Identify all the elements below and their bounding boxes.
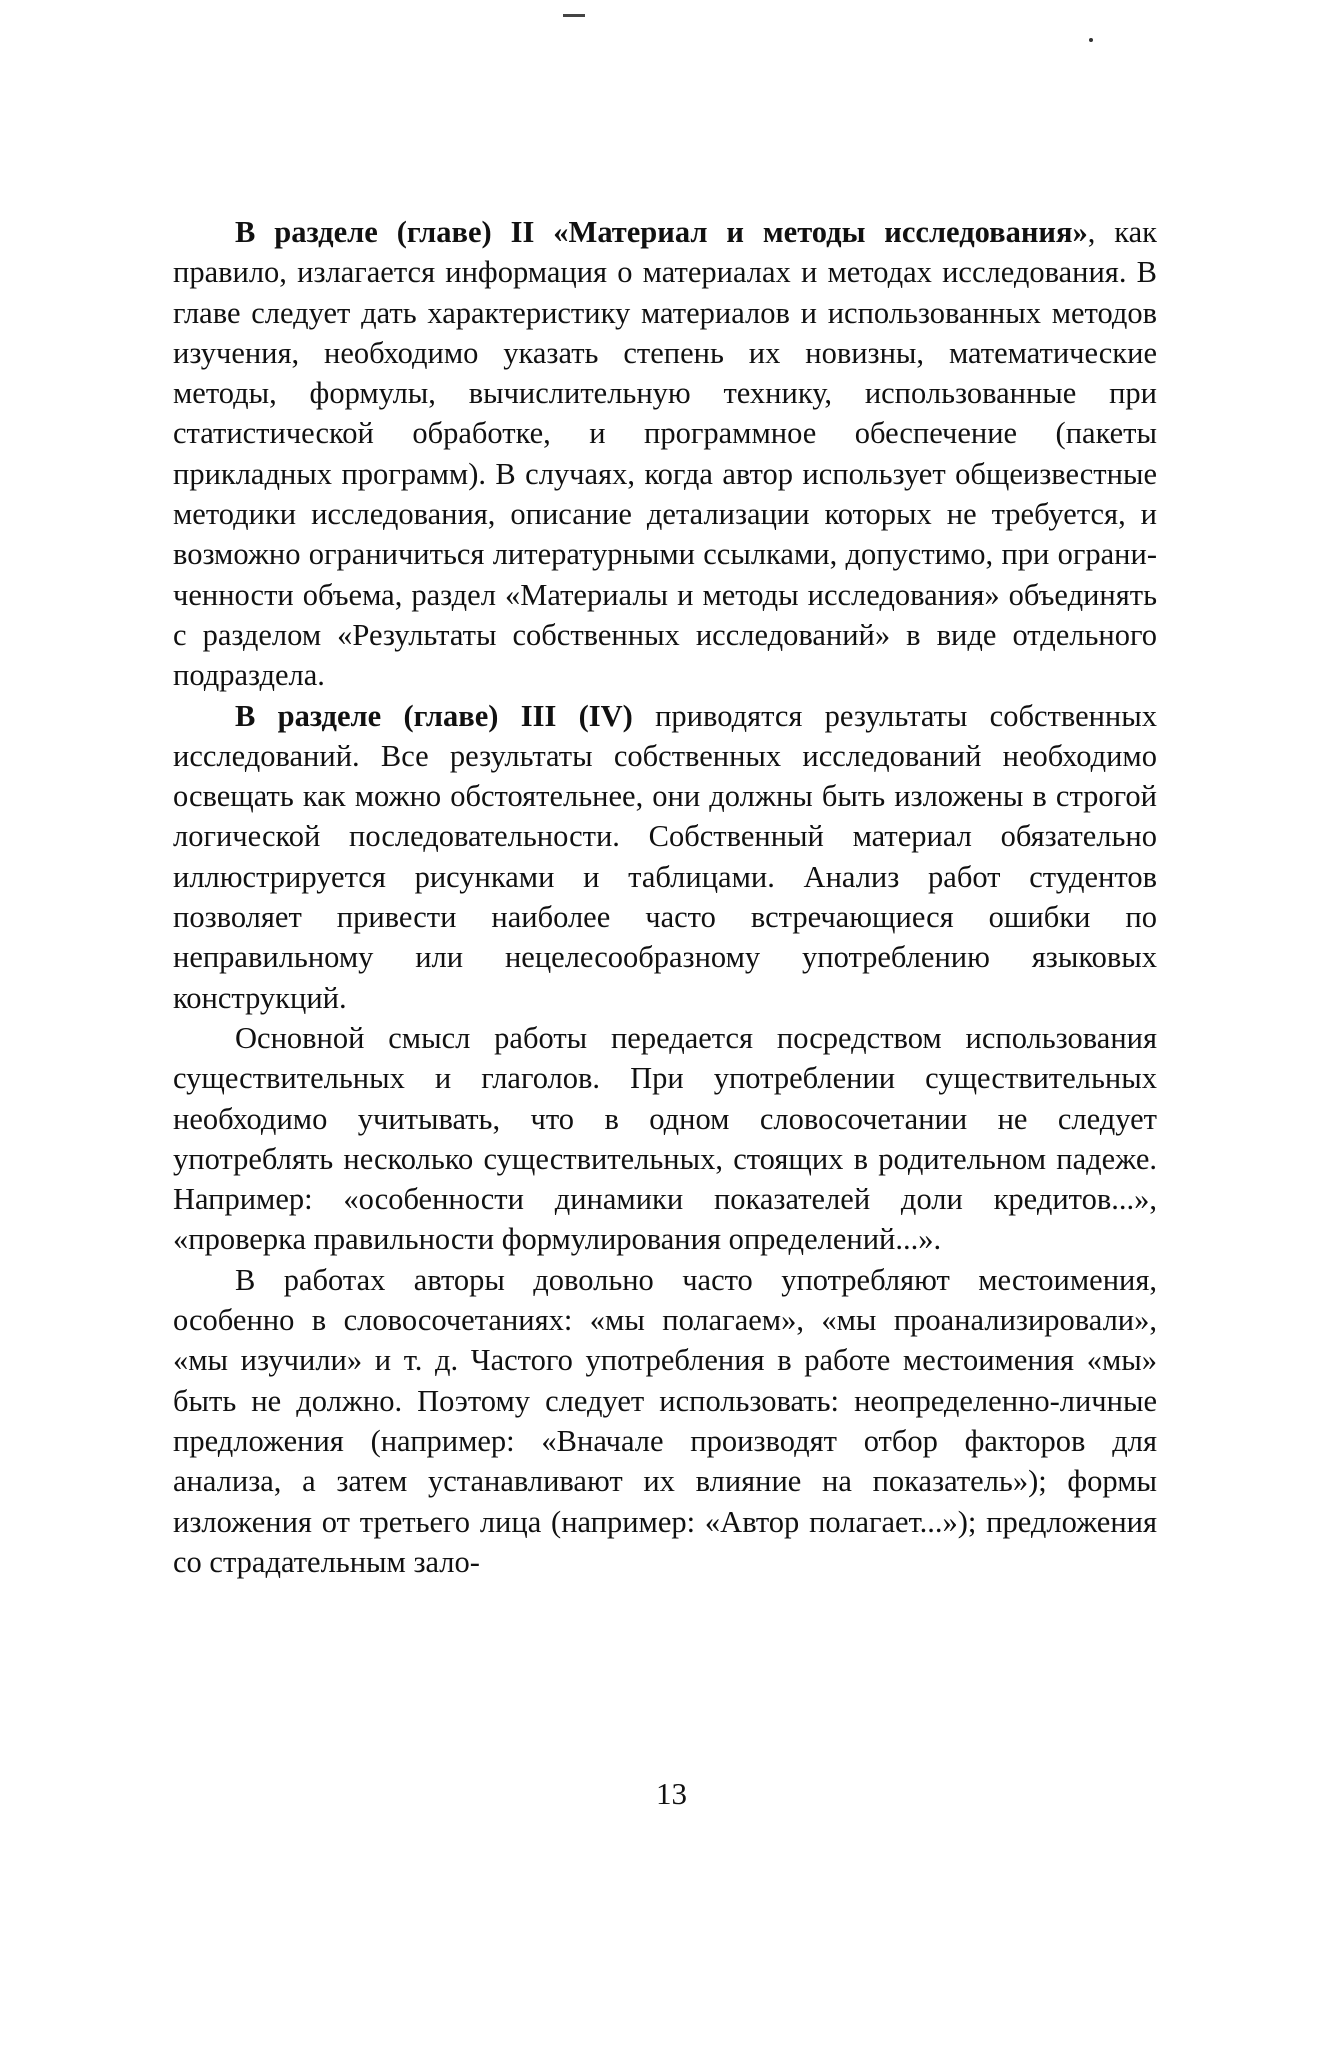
paragraph-text: Основной смысл работы передается посредством использования существительных и глаголов. При употреблении существительных необходимо учитывать, что в одном словосочетании не следует употреблять несколько существительных, стоящих в родительном падеже. Например: «особенности динамики показателей доли кредитов...», «проверка правильности формулирования определений...». <box>173 1020 1157 1257</box>
paragraph-pronouns <box>173 1260 1157 1582</box>
paragraph-lead-bold: В разделе (главе) III (IV) <box>235 698 633 733</box>
paragraph-text: В работах авторы довольно часто употребляют местоимения, особенно в словосочетаниях: «мы полагаем», «мы проанализировали», «мы изучили» и т. д. Частого употребления в работе местоимения «мы» быть не должно. Поэтому следует использовать: неопределенно-личные предложения (например: «Вначале производят отбор факторов для анализа, а затем устанавливают их влияние на показатель»); формы изложения от третьего лица (например: «Автор полагает...»); предложения со страдательным зало- <box>173 1262 1157 1579</box>
paragraph-nouns-verbs <box>173 1018 1157 1260</box>
paragraph-lead-bold: В разделе (главе) II «Материал и методы исследования» <box>235 215 1088 249</box>
top-dot-mark <box>1089 38 1093 42</box>
page-number: 13 <box>656 1776 687 1811</box>
page-body <box>173 212 1157 1582</box>
paragraph-text: приводятся результаты собственных исследований. Все результаты собственных исследований необходимо освещать как можно обстоятельнее, они должны быть изложены в строгой логической последовательности. Собственный материал обязательно иллюстрируется рисунками и таблицами. Анализ работ студентов позволяет привести наиболее часто встречающиеся ошибки по неправильному или нецелесообразному употреблению языковых конструкций. <box>173 698 1157 1015</box>
paragraph-section-3 <box>173 696 1157 1018</box>
paragraph-text: , как правило, излагается информация о материалах и методах исследования. В главе следует дать характеристику материалов и использованных методов изучения, необходимо указать степень их новизны, математические методы, формулы, вычислительную технику, использованные при статистической обработке, и программное обеспечение (пакеты прикладных программ). В случаях, когда автор использует общеизвестные методики исследования, описание детализации которых не требуется, и возможно ограничиться литературными ссылками, допустимо, при ограниченности объема, раздел «Материалы и методы исследования» объединять с разделом «Результаты собственных исследований» в виде отдельного подраздела. <box>173 215 1157 693</box>
top-dash-mark <box>563 14 585 17</box>
paragraph-section-2 <box>173 212 1157 696</box>
